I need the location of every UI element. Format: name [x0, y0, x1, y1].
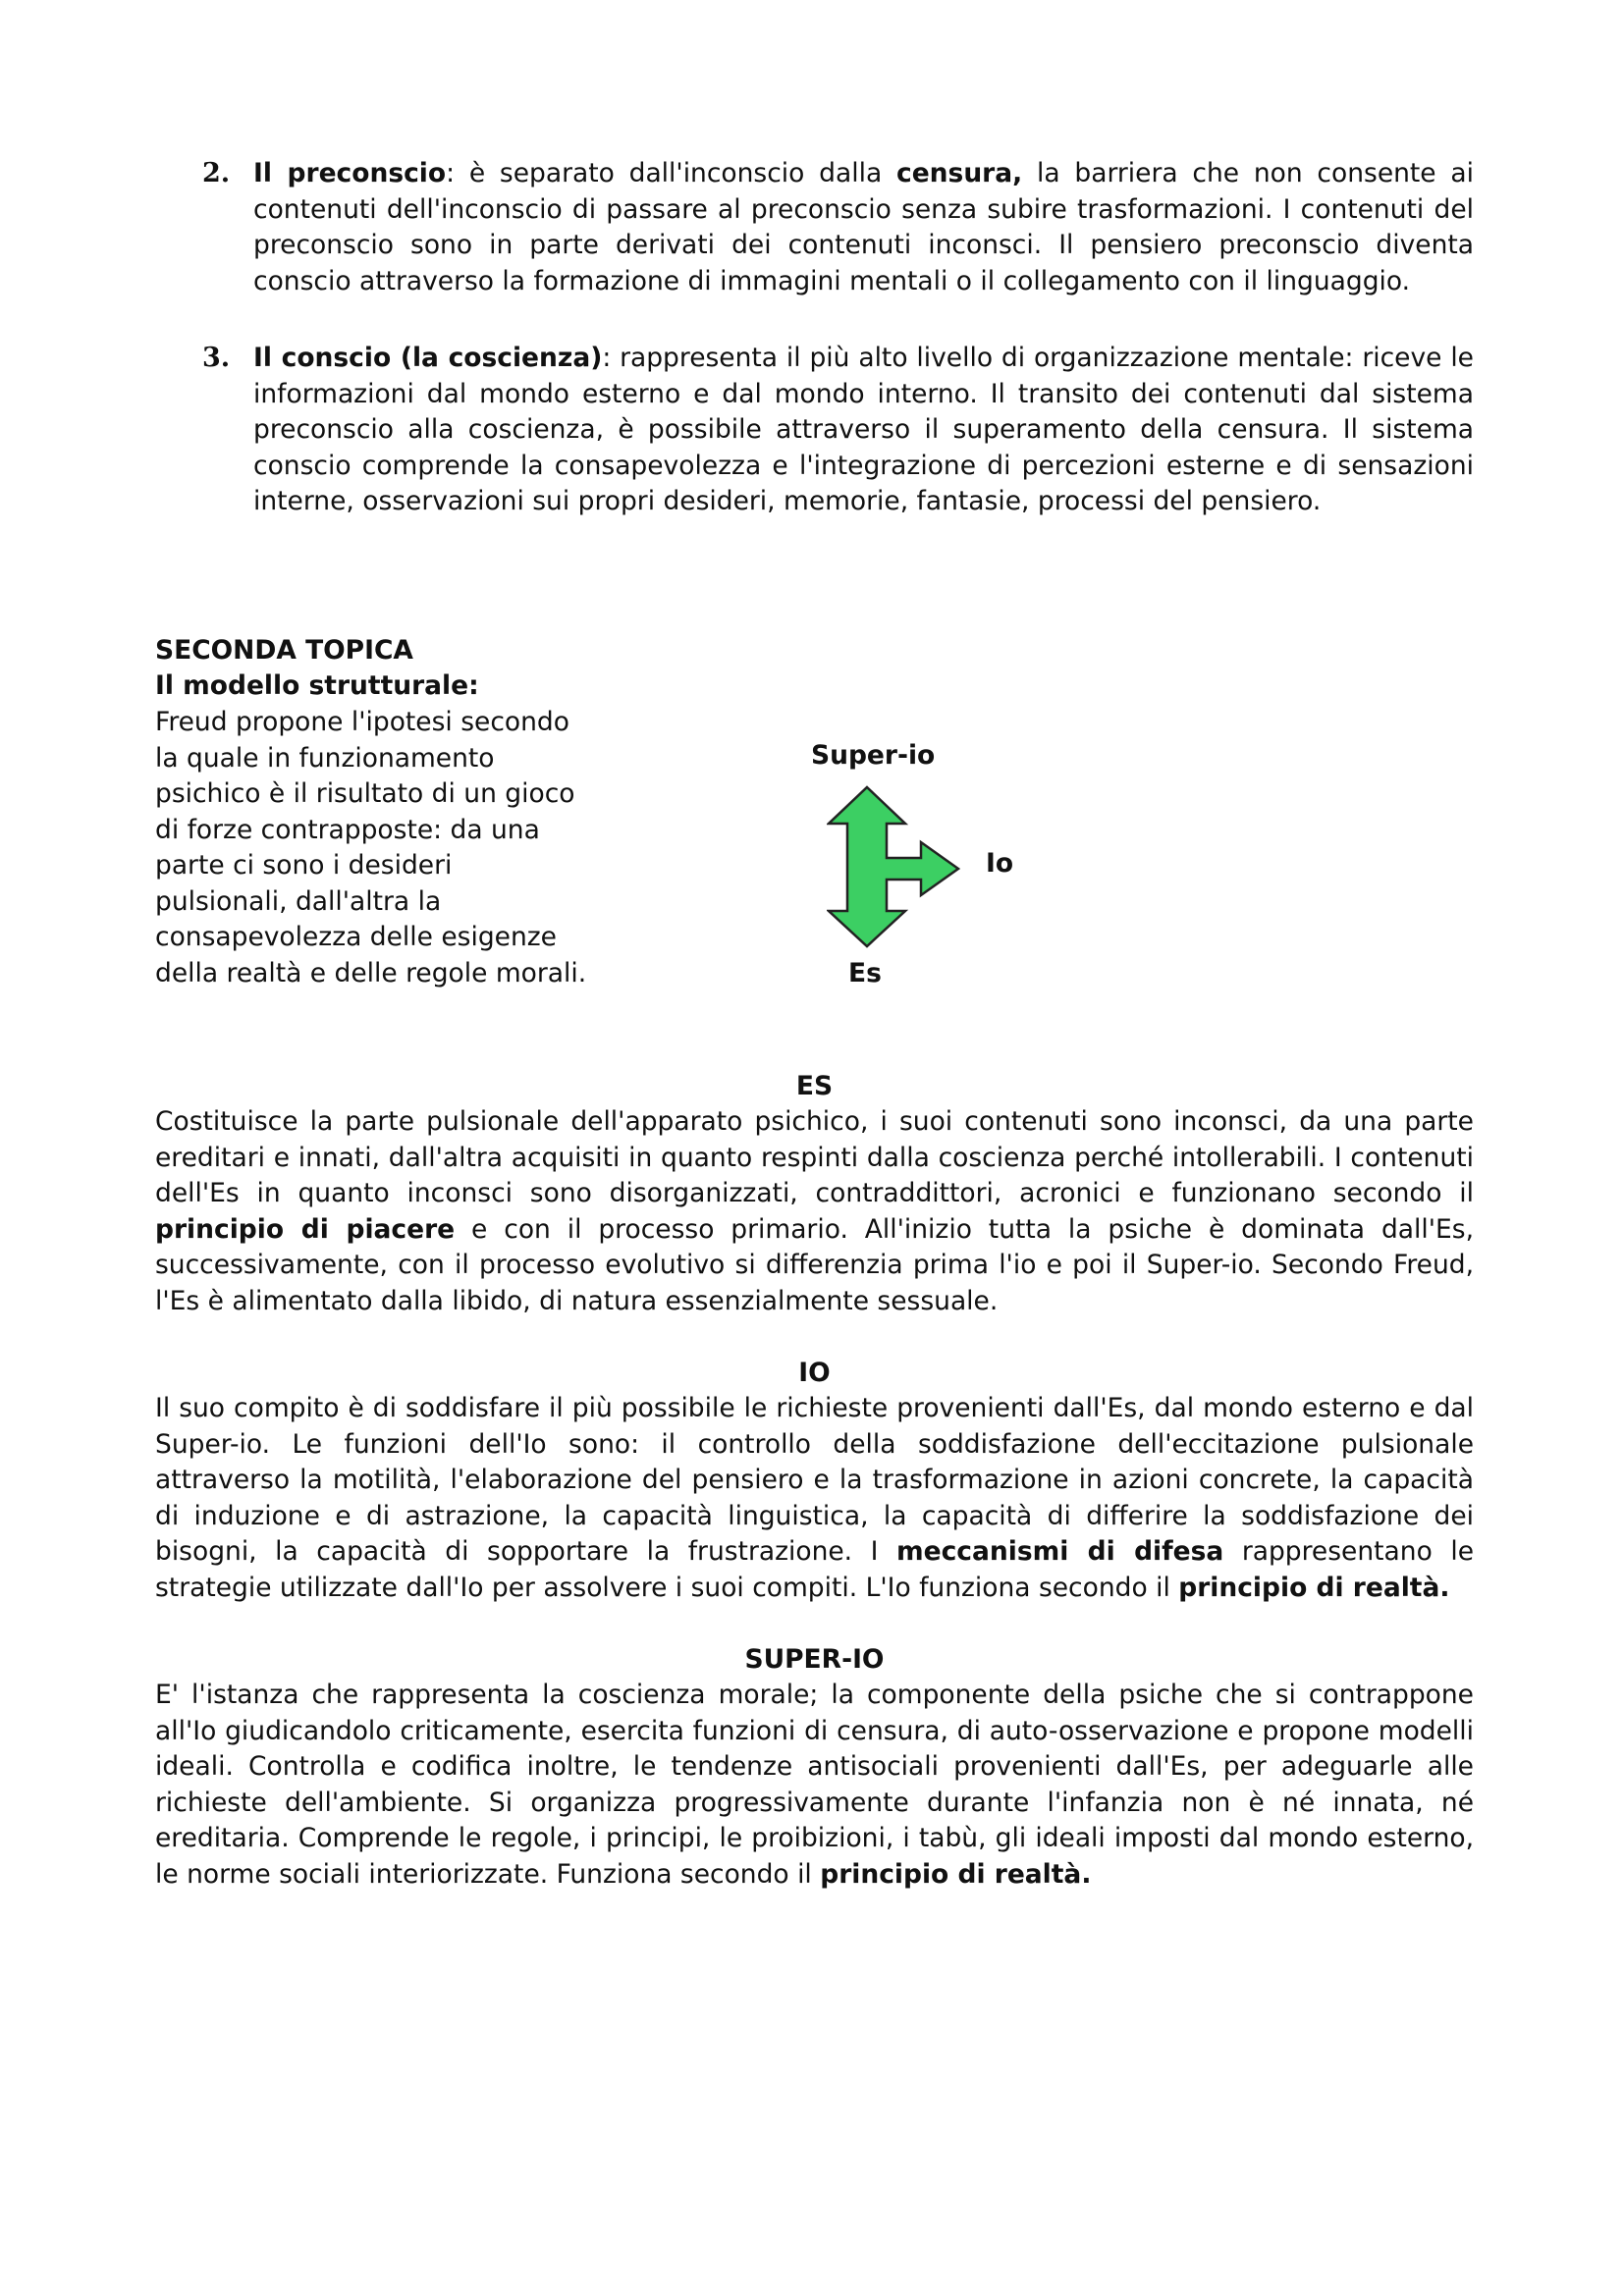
superio-bold-principio-realta: principio di realtà.	[820, 1858, 1092, 1890]
section-body-io	[155, 1391, 1474, 1606]
diagram-label-es: Es	[848, 958, 882, 988]
diagram-label-super-io: Super-io	[811, 740, 936, 771]
es-bold-principio-piacere: principio di piacere	[155, 1213, 456, 1245]
list-text: : rappresenta il più alto livello di organizzazione mentale: riceve le informazioni dal mondo esterno e dal mondo interno. Il transito dei contenuti dal sistema preconscio alla coscienza, è possibile attraverso il superamento della censura. Il sistema conscio comprende la consapevolezza e l'integrazione di percezioni esterne e di sensazioni interne, osservazioni sui propri desideri, memorie, fantasie, processi del pensiero.	[253, 343, 1474, 516]
section-title-io: IO	[798, 1358, 831, 1388]
section-heading-seconda-topica: SECONDA TOPICA	[155, 635, 413, 666]
list-number: 3.	[202, 343, 231, 373]
io-text: Il suo compito è di soddisfare il più possibile le richieste provenienti dall'Es, dal mondo esterno e dal Super-io. Le funzioni dell'Io sono: il controllo della soddisfazione dell'eccitazione pulsionale attraverso la motilità, l'elaborazione del pensiero e la trasformazione in azioni concrete, la capacità di induzione e di astrazione, la capacità linguistica, la capacità di differire la soddisfazione dei bisogni, la capacità di sopportare la frustrazione. I	[155, 1393, 1474, 1567]
list-item-conscio	[202, 341, 1474, 520]
arrow-shape	[829, 787, 958, 946]
section-title-super-io: SUPER-IO	[744, 1644, 885, 1675]
es-text: e con il processo primario. All'inizio tutta la psiche è dominata dall'Es, successivamente, con il processo evolutivo si differenzia prima l'io e poi il Super-io. Secondo Freud, l'Es è alimentato dalla libido, di natura essenzialmente sessuale.	[155, 1213, 1474, 1316]
list-number: 2.	[202, 158, 231, 188]
superio-text: E' l'istanza che rappresenta la coscienza morale; la componente della psiche che si contrappone all'Io giudicandolo criticamente, esercita funzioni di censura, di auto-osservazione e propone modelli ideali. Controlla e codifica inoltre, le tendenze antisociali provenienti dall'Es, per adeguarle alle richieste dell'ambiente. Si organizza progressivamente durante l'infanzia non è né innata, né ereditaria. Comprende le regole, i principi, le proibizioni, i tabù, gli ideali imposti dal mondo esterno, le norme sociali interiorizzate. Funziona secondo il	[155, 1680, 1474, 1890]
section-body-es	[155, 1104, 1474, 1319]
modello-strutturale-text: Freud propone l'ipotesi secondo la quale in funzionamento psichico è il risultato di un gioco di forze contrapposte: da una parte ci sono i desideri pulsionali, dall'altra la consapevolezza delle esigenze della realtà e delle regole morali.	[155, 707, 587, 988]
section-title-es: ES	[795, 1071, 834, 1101]
es-text: Costituisce la parte pulsionale dell'apparato psichico, i suoi contenuti sono inconsci, da una parte ereditari e innati, dall'altra acquisiti in quanto respinti dalla coscienza perché intollerabili. I contenuti dell'Es in quanto inconsci sono disorganizzati, contraddittori, acronici e funzionano secondo il	[155, 1106, 1474, 1208]
list-text: : è separato dall'inconscio dalla	[446, 158, 896, 188]
subheading-modello-strutturale: Il modello strutturale:	[155, 670, 479, 701]
list-text: la barriera che non consente ai contenuti dell'inconscio di passare al preconscio senza subire trasformazioni. I contenuti del preconscio sono in parte derivati dei contenuti inconsci. Il pensiero preconscio diventa conscio attraverso la formazione di immagini mentali o il collegamento con il linguaggio.	[253, 158, 1475, 296]
term-preconscio: Il preconscio	[253, 158, 447, 188]
io-bold-principio-realta: principio di realtà.	[1178, 1572, 1450, 1603]
diagram-label-io: Io	[986, 848, 1014, 879]
term-censura: censura,	[896, 158, 1023, 188]
io-bold-meccanismi-difesa: meccanismi di difesa	[896, 1536, 1224, 1567]
three-way-arrow-icon	[827, 785, 974, 948]
section-body-super-io	[155, 1678, 1474, 1893]
io-text: rappresentano le strategie utilizzate dall'Io per assolvere i suoi compiti. L'Io funziona secondo il	[155, 1536, 1474, 1603]
psyche-diagram	[785, 738, 1080, 993]
list-item-preconscio	[202, 156, 1475, 299]
term-conscio: Il conscio (la coscienza)	[253, 343, 603, 373]
